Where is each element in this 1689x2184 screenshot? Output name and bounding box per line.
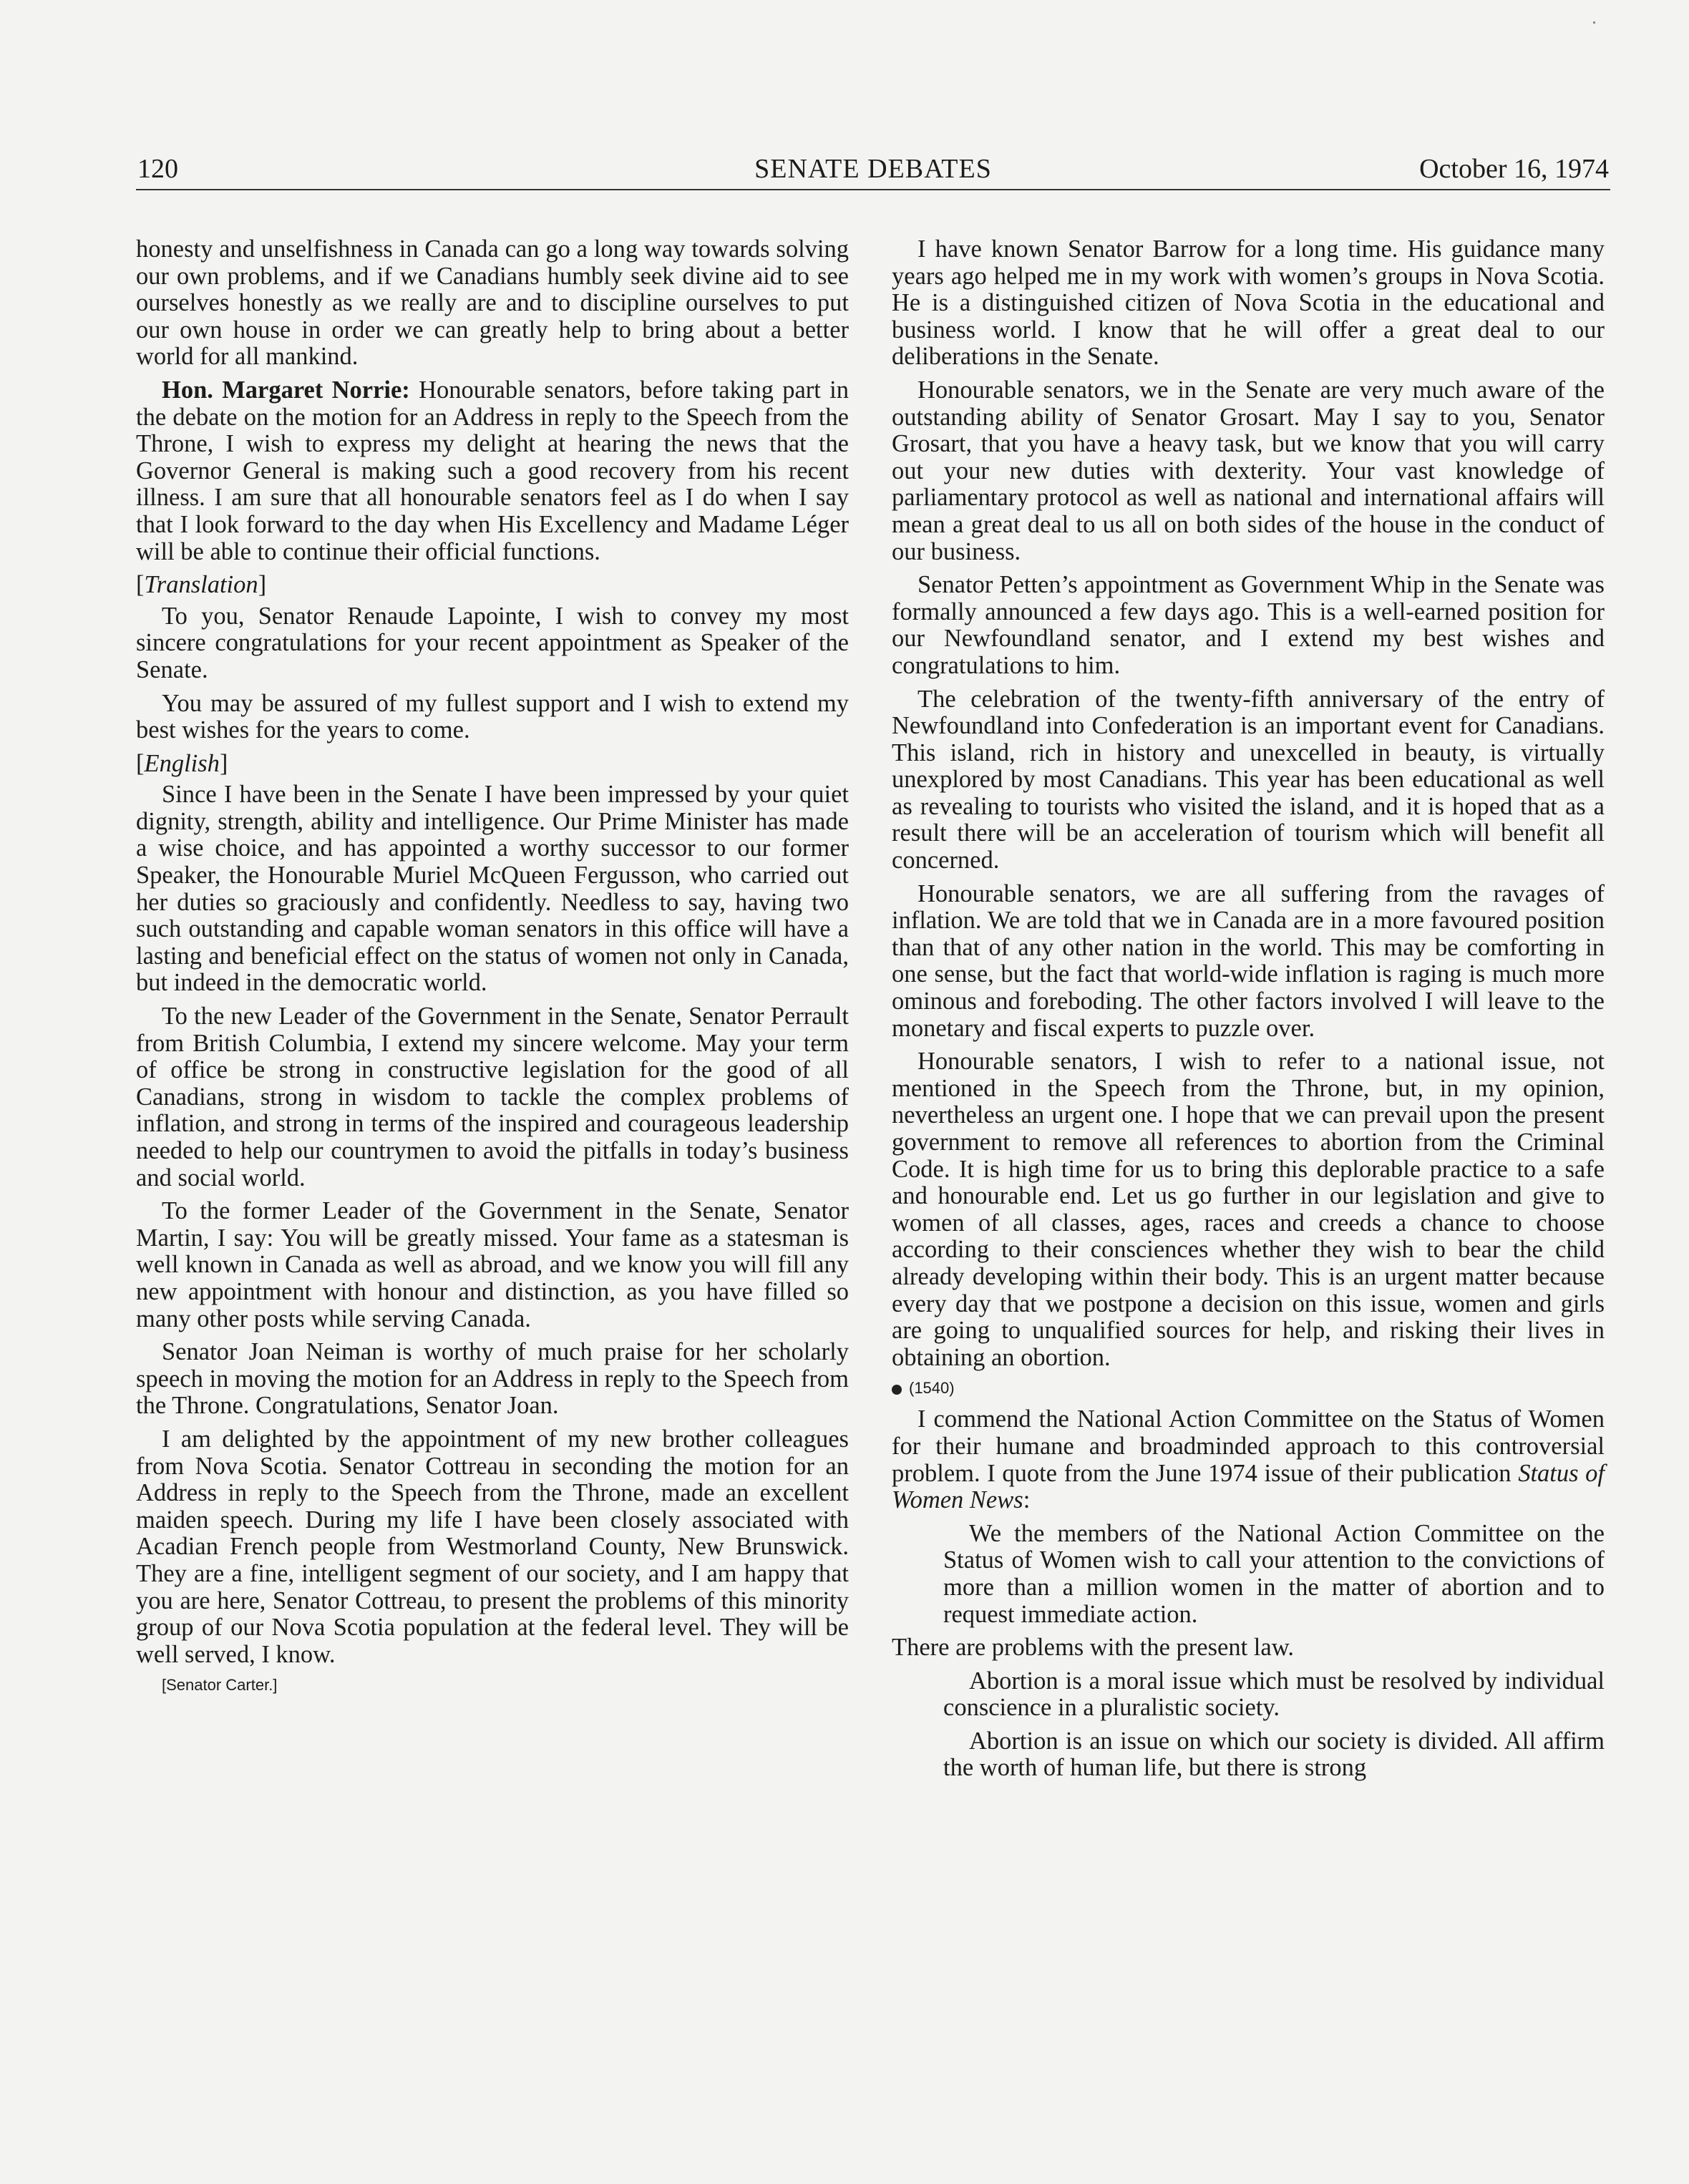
paragraph: I have known Senator Barrow for a long time. His guidance many years ago helped me in my work with women’s groups in Nova Scotia. He is a distinguished citizen of Nova Scotia in the educational and business world. I know that he will offer a great deal to our deliberations in the Senate. — [892, 235, 1605, 371]
paragraph: Honourable senators, we in the Senate are very much aware of the outstanding ability of Senator Grosart. May I say to you, Senator Grosart, that you have a heavy task, but we know that you will carry out your new duties with dexterity. Your vast knowledge of parliamentary protocol as well as national and international affairs will mean a great deal to us all on both sides of the house in the conduct of our business. — [892, 376, 1605, 565]
page-number: 120 — [137, 154, 178, 184]
english-tag: English — [144, 749, 220, 777]
paragraph: To the new Leader of the Government in the Senate, Senator Perrault from British Columbia, I extend my sincere welcome. May your term of office be strong in constructive legislation for the good of all Canadians, strong in wisdom to tackle the complex problems of inflation, and strong in terms of the inspired and courageous leadership needed to help our countrymen to avoid the pitfalls in today’s business and social world. — [136, 1003, 849, 1191]
publication-title: SENATE DEBATES — [754, 154, 992, 184]
right-column — [892, 236, 1605, 1788]
paragraph — [892, 1406, 1605, 1513]
paragraph: Honourable senators, we are all suffering from the ravages of inflation. We are told that we in Canada are in a more favoured position than that of any other nation in the world. This may be comforting in one sense, but the fact that world-wide inflation is raging is much more ominous and foreboding. The other factors involved I will leave to the monetary and fiscal experts to puzzle over. — [892, 879, 1605, 1042]
language-tag: [English] — [136, 749, 228, 777]
block-quote: Abortion is a moral issue which must be resolved by individual conscience in a pluralistic society. — [943, 1667, 1605, 1722]
block-quote: Abortion is an issue on which our society is divided. All affirm the worth of human life, but there is strong — [943, 1727, 1605, 1782]
time-marker — [892, 1378, 1605, 1399]
page-date: October 16, 1974 — [1419, 154, 1609, 184]
paragraph: There are problems with the present law. — [892, 1634, 1295, 1662]
paragraph-text: Honourable senators, before taking part in the debate on the motion for an Address in reply to the Speech from the Throne, I wish to express my delight at hearing the news that the Governor General is making such a good recovery from his recent illness. I am sure that all honourable senators feel as I do when I say that I look forward to the day when His Excellency and Madame Léger will be able to continue their official functions. — [136, 376, 849, 565]
scan-speck — [1593, 21, 1595, 24]
left-column — [136, 236, 849, 1702]
paragraph: You may be assured of my fullest support and I wish to extend my best wishes for the years to come. — [136, 689, 849, 744]
page-header — [136, 149, 1610, 190]
paragraph: The celebration of the twenty-fifth anniversary of the entry of Newfoundland into Confederation is an important event for Canadians. This island, rich in history and unexcelled in beauty, is virtually unexplored by most Canadians. This year has been educational as well as revealing to tourists who visited the island, and it is hoped that as a result there will be an acceleration of tourism which will benefit all concerned. — [892, 685, 1605, 874]
paragraph: Since I have been in the Senate I have been impressed by your quiet dignity, strength, ability and intelligence. Our Prime Minister has made a wise choice, and has appointed a worthy successor to our former Speaker, the Honourable Muriel McQueen Fergusson, who carried out her duties so graciously and confidently. Needless to say, having two such outstanding and capable woman senators in this office will have a lasting and beneficial effect on the status of women not only in Canada, but indeed in the democratic world. — [136, 781, 849, 997]
punctuation: : — [1023, 1486, 1031, 1514]
language-tag: [Translation] — [136, 571, 267, 599]
paragraph: To you, Senator Renaude Lapointe, I wish to convey my most sincere congratulations for your recent appointment as Speaker of the Senate. — [136, 602, 849, 683]
paragraph: honesty and unselfishness in Canada can go a long way towards solving our own problems, and if we Canadians humbly seek divine aid to see ourselves honestly as we really are and to discipline ourselves to put our own house in order we can greatly help to bring about a better world for all mankind. — [136, 235, 849, 371]
paragraph: Senator Petten’s appointment as Government Whip in the Senate was formally announced a few days ago. This is a well-earned position for our Newfoundland senator, and I extend my best wishes and congratulations to him. — [892, 571, 1605, 679]
footnote: [Senator Carter.] — [162, 1676, 278, 1695]
translation-tag: Translation — [144, 571, 258, 599]
bullet-icon — [892, 1385, 902, 1395]
block-quote: We the members of the National Action Committee on the Status of Women wish to call your attention to the convictions of more than a million women in the matter of abortion and to request immediate action. — [943, 1519, 1605, 1628]
paragraph-text: I commend the National Action Committee on the Status of Women for their humane and broadminded approach to this controversial problem. I quote from the June 1974 issue of their publication — [892, 1405, 1605, 1487]
paragraph: Honourable senators, I wish to refer to a national issue, not mentioned in the Speech from the Throne, but, in my opinion, nevertheless an urgent one. I hope that we can prevail upon the present government to remove all references to abortion from the Criminal Code. It is high time for us to bring this deplorable practice to a safe and honourable end. Let us go further in our legislation and give to women of all classes, ages, races and creeds a chance to choose according to their consciences whether they wish to bear the child already developing within their body. This is an urgent matter because every day that we postpone a decision on this issue, women and girls are going to unqualified sources for help, and risking their lives in obtaining an obortion. — [892, 1048, 1605, 1371]
paragraph: Senator Joan Neiman is worthy of much praise for her scholarly speech in moving the motion for an Address in reply to the Speech from the Throne. Congratulations, Senator Joan. — [136, 1338, 849, 1420]
paragraph — [136, 377, 849, 565]
publication-name: Status of Women News — [892, 1459, 1605, 1514]
time-marker-text: (1540) — [909, 1379, 955, 1398]
speaker-name: Hon. Margaret Norrie: — [162, 376, 410, 404]
paragraph: To the former Leader of the Government in the Senate, Senator Martin, I say: You will be greatly missed. Your fame as a statesman is well known in Canada as well as abroad, and we know you will fill any new appointment with honour and distinction, as you have filled so many other posts while serving Canada. — [136, 1197, 849, 1332]
paragraph: I am delighted by the appointment of my new brother colleagues from Nova Scotia. Senator Cottreau in seconding the motion for an Address in reply to the Speech from the Throne, made an excellent maiden speech. During my life I have been closely associated with Acadian French people from Westmorland County, New Brunswick. They are a fine, intelligent segment of our society, and I am happy that you are here, Senator Cottreau, to present the problems of this minority group of our Nova Scotia population at the federal level. They will be well served, I know. — [136, 1425, 849, 1668]
